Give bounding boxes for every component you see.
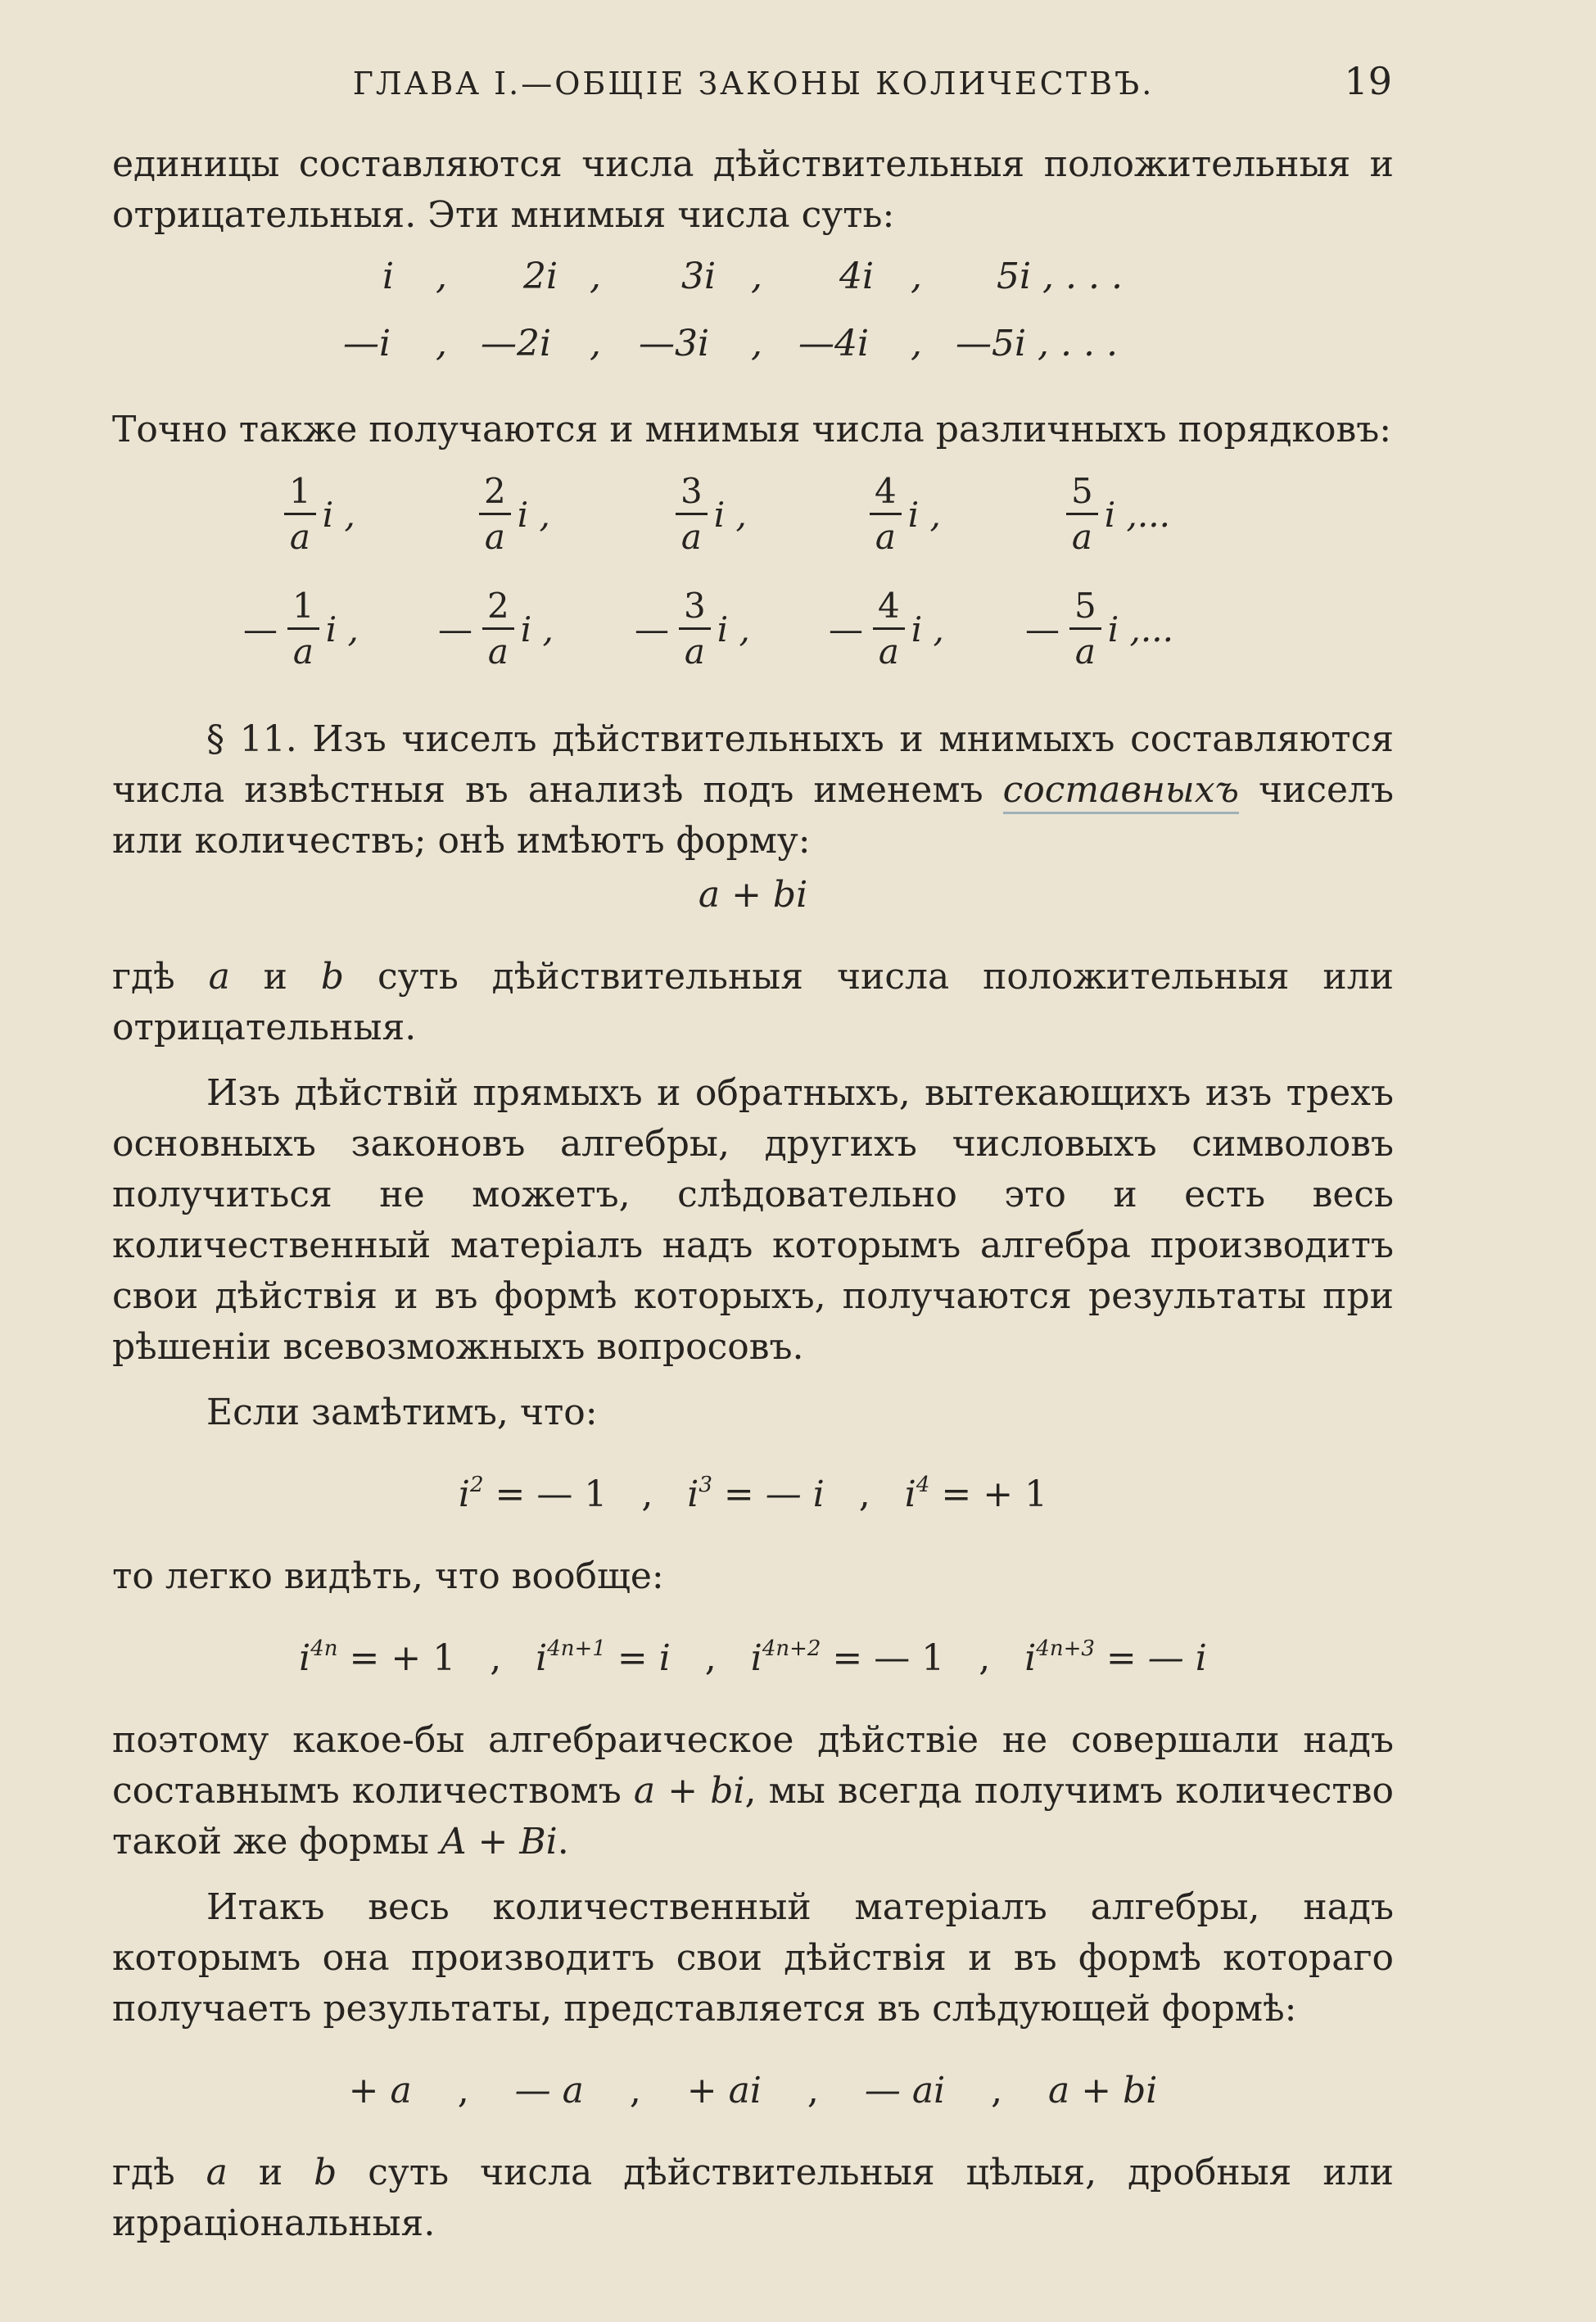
math-var: i bbox=[299, 1637, 311, 1679]
math-rest: = + 1 bbox=[929, 1473, 1048, 1515]
numerator: 3 bbox=[676, 470, 708, 515]
exponent: 4n+1 bbox=[547, 1636, 606, 1661]
text-run: суть дѣйствительныя числа положительныя или отрицательныя. bbox=[112, 956, 1394, 1048]
powers-of-i-general bbox=[112, 1630, 1394, 1687]
math-expr: + ai bbox=[686, 2070, 762, 2112]
math-sep: , bbox=[751, 323, 762, 364]
math-var: b bbox=[320, 956, 345, 998]
running-header bbox=[115, 59, 1392, 116]
paragraph-1: единицы составляются числа дѣйствительныя положительныя и отрицательныя. Эти мнимыя числа суть: bbox=[112, 143, 1394, 236]
math-sep: , bbox=[490, 1637, 502, 1679]
minus-sign: — bbox=[829, 609, 863, 650]
minus-sign: — bbox=[243, 609, 278, 650]
math-var: b bbox=[314, 2152, 337, 2193]
math-rest: = i bbox=[605, 1637, 671, 1679]
math-rest: = — i bbox=[712, 1473, 825, 1515]
fraction-term bbox=[1066, 470, 1170, 577]
fraction-tail: i , bbox=[520, 609, 554, 650]
powers-of-i-basic bbox=[112, 1466, 1394, 1523]
text-run: § 11. Изъ чиселъ дѣйствительныхъ и мнимыхъ составляются числа извѣстныя въ анализѣ подъ именемъ bbox=[112, 718, 1394, 811]
final-forms-row bbox=[112, 2062, 1394, 2120]
math-var: i bbox=[750, 1637, 762, 1679]
fraction-tail: i , bbox=[517, 495, 550, 535]
formula-a-plus-bi: a + bi bbox=[698, 874, 808, 916]
fraction-tail: i , bbox=[713, 495, 747, 535]
page-body bbox=[112, 139, 1394, 2249]
math-sep: , bbox=[436, 323, 447, 364]
text-run: суть числа дѣйствительныя цѣлыя, дробныя или ирраціональныя. bbox=[112, 2152, 1394, 2244]
denominator: a bbox=[875, 517, 896, 557]
numerator: 4 bbox=[873, 585, 905, 630]
numerator: 2 bbox=[479, 470, 511, 515]
paragraph-5: Изъ дѣйствій прямыхъ и обратныхъ, вытекающихъ изъ трехъ основныхъ законовъ алгебры, другихъ числовыхъ символовъ получиться не можетъ, слѣдовательно это и есть весь количественный матеріалъ надъ которымъ алгебра производитъ свои дѣйствія и въ формѣ которыхъ, получаются результаты при рѣшеніи всевозможныхъ вопросовъ. bbox=[112, 1072, 1394, 1368]
text-run: и bbox=[229, 956, 321, 998]
paragraph-4 bbox=[112, 952, 1394, 1053]
imaginary-row-positive bbox=[112, 256, 1394, 323]
text-run: . bbox=[557, 1821, 569, 1863]
exponent: 4n+3 bbox=[1036, 1636, 1095, 1661]
denominator: a bbox=[1071, 517, 1092, 557]
math-term: 3i bbox=[681, 256, 717, 297]
math-rest: = — 1 bbox=[483, 1473, 608, 1515]
math-rest: = + 1 bbox=[337, 1637, 456, 1679]
fraction-term bbox=[243, 585, 359, 691]
math-sep: , bbox=[457, 2070, 469, 2112]
denominator: a bbox=[878, 631, 899, 672]
math-sep: , bbox=[911, 323, 922, 364]
denominator: a bbox=[484, 517, 505, 557]
chapter-title: ГЛАВА I.—ОБЩІЕ ЗАКОНЫ КОЛИЧЕСТВЪ. bbox=[352, 66, 1155, 102]
text-run: и bbox=[227, 2152, 314, 2193]
math-sep: , bbox=[911, 256, 922, 297]
exponent: 4n+2 bbox=[762, 1636, 821, 1661]
minus-sign: — bbox=[1025, 609, 1060, 650]
math-term: —i bbox=[343, 323, 391, 364]
math-sep: , bbox=[751, 256, 762, 297]
math-expr: a + bi bbox=[633, 1770, 745, 1812]
paragraph-9: Итакъ весь количественный матеріалъ алгебры, надъ которымъ она производитъ свои дѣйствія и въ формѣ котораго получаетъ результаты, представляется въ слѣдующей формѣ: bbox=[112, 1886, 1394, 2030]
fraction-term bbox=[1025, 585, 1173, 691]
math-sep: , bbox=[858, 1473, 870, 1515]
math-term: —4i bbox=[798, 323, 870, 364]
numerator: 2 bbox=[482, 585, 514, 630]
math-sep: , bbox=[704, 1637, 717, 1679]
math-term: —2i bbox=[481, 323, 552, 364]
fraction-row-negative bbox=[112, 585, 1394, 699]
text-run: , мы всегда получимъ количество такой же формы bbox=[112, 1770, 1394, 1863]
math-term: 2i bbox=[523, 256, 558, 297]
fraction-term bbox=[676, 470, 747, 577]
numerator: 4 bbox=[870, 470, 902, 515]
minus-sign: — bbox=[635, 609, 669, 650]
math-sep: , bbox=[991, 2070, 1003, 2112]
fraction-tail: i , bbox=[325, 609, 359, 650]
math-expr: — a bbox=[514, 2070, 584, 2112]
math-sep: , bbox=[979, 1637, 991, 1679]
math-expr: a + bi bbox=[1048, 2070, 1158, 2112]
math-var: i bbox=[458, 1473, 470, 1515]
denominator: a bbox=[680, 517, 702, 557]
paragraph-10 bbox=[112, 2148, 1394, 2249]
paragraph-6: Если замѣтимъ, что: bbox=[206, 1392, 598, 1433]
math-sep: , bbox=[590, 323, 601, 364]
denominator: a bbox=[1074, 631, 1096, 672]
math-var: i bbox=[904, 1473, 916, 1515]
numerator: 3 bbox=[679, 585, 711, 630]
math-sep: , bbox=[590, 256, 601, 297]
fraction-tail: i , bbox=[717, 609, 750, 650]
minus-sign: — bbox=[438, 609, 472, 650]
fraction-term bbox=[829, 585, 944, 691]
math-sep: , bbox=[807, 2070, 819, 2112]
denominator: a bbox=[289, 517, 310, 557]
imaginary-row-negative bbox=[112, 323, 1394, 390]
math-expr: + a bbox=[348, 2070, 412, 2112]
fraction-term bbox=[870, 470, 941, 577]
math-term: —5i , . . . bbox=[956, 323, 1118, 364]
fraction-tail: i , bbox=[911, 609, 944, 650]
text-run: гдѣ bbox=[112, 956, 209, 998]
fraction-term bbox=[479, 470, 550, 577]
fraction-row-positive bbox=[112, 470, 1394, 585]
math-sep: , bbox=[436, 256, 447, 297]
fraction-tail: i ,... bbox=[1104, 495, 1170, 535]
paragraph-section-11 bbox=[112, 714, 1394, 867]
exponent: 2 bbox=[469, 1473, 484, 1497]
paragraph-2: Точно также получаются и мнимыя числа различныхъ порядковъ: bbox=[112, 409, 1392, 450]
exponent: 4n bbox=[310, 1636, 338, 1661]
fraction-tail: i ,... bbox=[1107, 609, 1173, 650]
denominator: a bbox=[684, 631, 705, 672]
fraction-tail: i , bbox=[322, 495, 355, 535]
math-term: i bbox=[382, 256, 395, 297]
fraction-tail: i , bbox=[907, 495, 941, 535]
math-term: —3i bbox=[639, 323, 710, 364]
text-run: гдѣ bbox=[112, 2152, 206, 2193]
numerator: 5 bbox=[1066, 470, 1098, 515]
fraction-term bbox=[635, 585, 750, 691]
exponent: 4 bbox=[916, 1473, 930, 1497]
paragraph-7: то легко видѣть, что вообще: bbox=[112, 1555, 664, 1597]
math-var: i bbox=[1024, 1637, 1037, 1679]
denominator: a bbox=[487, 631, 509, 672]
math-term: 5i , . . . bbox=[997, 256, 1123, 297]
math-var: a bbox=[208, 956, 230, 998]
denominator: a bbox=[292, 631, 314, 672]
math-sep: , bbox=[629, 2070, 641, 2112]
math-var: a bbox=[206, 2152, 228, 2193]
math-expr: — ai bbox=[864, 2070, 946, 2112]
math-expr: A + Bi bbox=[440, 1821, 558, 1863]
underlined-term: составныхъ bbox=[1003, 769, 1239, 814]
numerator: 1 bbox=[284, 470, 316, 515]
text-run: поэтому какое-бы алгебраическое дѣйствіе не совершали надъ составнымъ количествомъ bbox=[112, 1719, 1394, 1812]
math-rest: = — i bbox=[1094, 1637, 1207, 1679]
numerator: 1 bbox=[287, 585, 319, 630]
math-var: i bbox=[536, 1637, 548, 1679]
page-number: 19 bbox=[1344, 59, 1392, 103]
math-var: i bbox=[687, 1473, 699, 1515]
math-term: 4i bbox=[839, 256, 875, 297]
text-run: чиселъ или количествъ; онѣ имѣютъ форму: bbox=[112, 769, 1394, 862]
fraction-term bbox=[438, 585, 554, 691]
fraction-term bbox=[284, 470, 355, 577]
numerator: 5 bbox=[1069, 585, 1101, 630]
math-rest: = — 1 bbox=[821, 1637, 945, 1679]
math-sep: , bbox=[641, 1473, 653, 1515]
exponent: 3 bbox=[699, 1473, 712, 1497]
paragraph-8 bbox=[112, 1715, 1394, 1867]
